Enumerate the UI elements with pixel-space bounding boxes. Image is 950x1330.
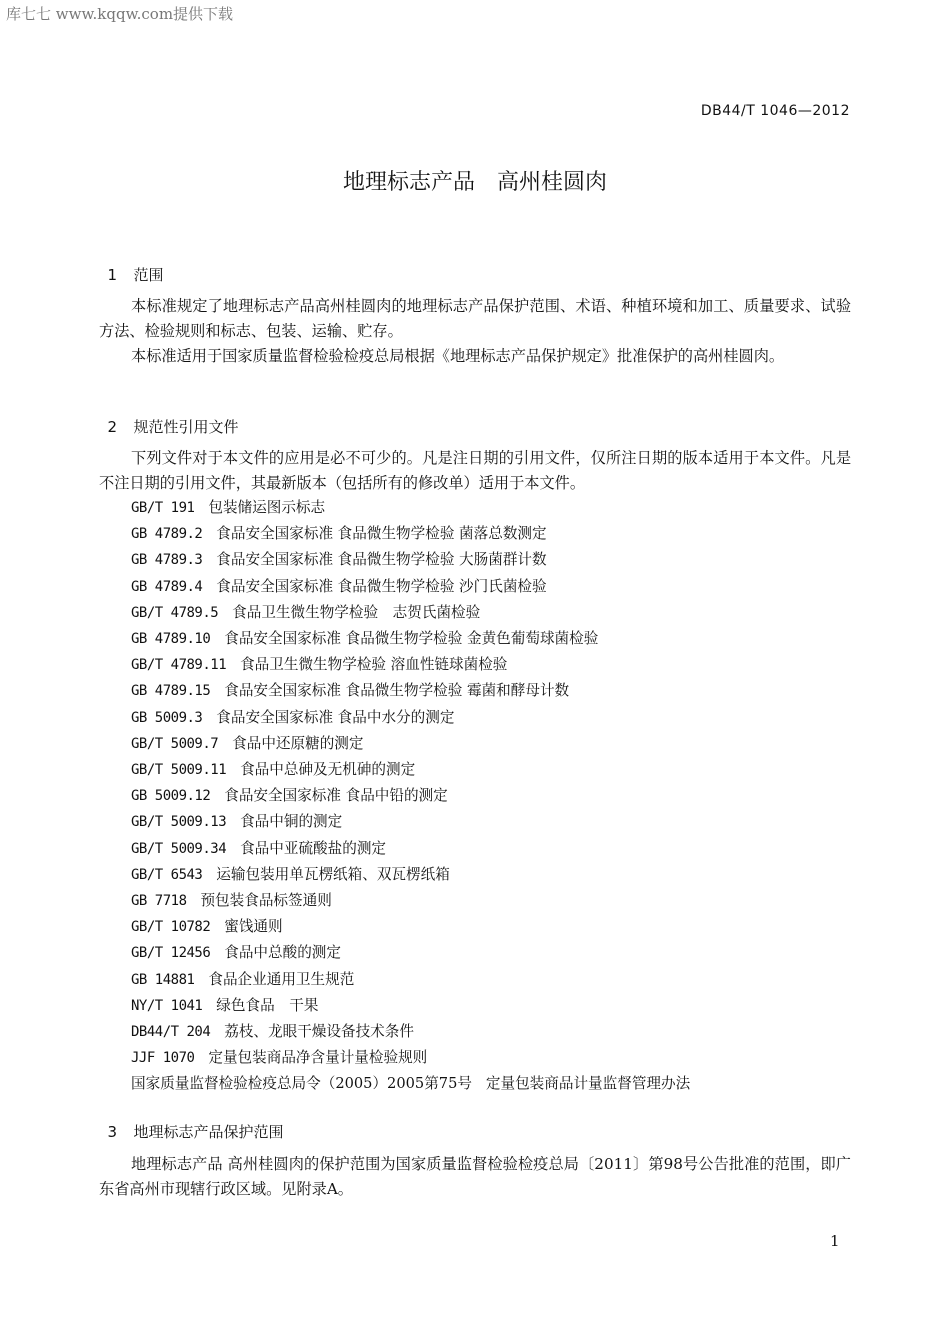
reference-code: GB 14881 xyxy=(131,971,195,988)
reference-code: GB/T 12456 xyxy=(131,945,211,962)
reference-item xyxy=(131,1071,690,1096)
reference-item xyxy=(131,678,690,704)
reference-code: GB/T 5009.34 xyxy=(131,840,227,857)
reference-code: JJF 1070 xyxy=(131,1050,195,1067)
reference-code: GB/T 5009.7 xyxy=(131,735,219,752)
section-title: 地理标志产品保护范围 xyxy=(133,1123,284,1141)
reference-title: 定量包装商品净含量计量检验规则 xyxy=(208,1049,428,1067)
reference-item xyxy=(131,836,690,862)
reference-item xyxy=(131,888,690,914)
reference-title: 食品卫生微生物学检验 溶血性链球菌检验 xyxy=(240,656,508,674)
reference-code: GB/T 10782 xyxy=(131,919,211,936)
section-number: 2 xyxy=(107,418,118,436)
reference-title: 食品中铜的测定 xyxy=(240,813,343,831)
reference-item xyxy=(131,993,690,1019)
reference-code: GB/T 5009.13 xyxy=(131,814,227,831)
reference-code: GB 7718 xyxy=(131,893,187,910)
section-number: 1 xyxy=(107,266,118,284)
reference-code: GB 4789.4 xyxy=(131,578,203,595)
reference-item xyxy=(131,1019,690,1045)
reference-code: GB/T 191 xyxy=(131,500,195,516)
reference-code: GB/T 4789.5 xyxy=(131,604,219,621)
reference-title: 食品中总酸的测定 xyxy=(224,944,341,962)
reference-item xyxy=(131,521,690,547)
reference-item xyxy=(131,547,690,573)
reference-title: 蜜饯通则 xyxy=(224,918,283,936)
reference-title: 食品安全国家标准 食品微生物学检验 霉菌和酵母计数 xyxy=(224,682,570,700)
reference-title: 荔枝、龙眼干燥设备技术条件 xyxy=(224,1023,414,1041)
document-title: 地理标志产品 高州桂圆肉 xyxy=(342,170,607,195)
section-title: 规范性引用文件 xyxy=(133,418,239,436)
reference-title: 食品中亚硫酸盐的测定 xyxy=(240,839,387,857)
reference-item xyxy=(131,626,690,652)
reference-title: 包装储运图示标志 xyxy=(208,499,326,516)
reference-item xyxy=(131,705,690,731)
reference-title: 食品安全国家标准 食品中铅的测定 xyxy=(224,787,448,805)
reference-item xyxy=(131,914,690,940)
reference-title: 食品企业通用卫生规范 xyxy=(208,970,355,988)
section-1-paragraph-2: 本标准适用于国家质量监督检验检疫总局根据《地理标志产品保护规定》批准保护的高州桂圆肉。 xyxy=(131,347,785,365)
watermark: 库七七 www.kqqw.com提供下载 xyxy=(6,5,234,23)
reference-title: 食品安全国家标准 食品微生物学检验 大肠菌群计数 xyxy=(216,551,547,569)
reference-code: GB/T 4789.11 xyxy=(131,657,227,674)
reference-item xyxy=(131,495,690,521)
reference-title: 运输包装用单瓦楞纸箱、双瓦楞纸箱 xyxy=(216,865,450,883)
section-3-heading xyxy=(98,1103,284,1142)
reference-code: GB/T 5009.11 xyxy=(131,762,227,779)
reference-item xyxy=(131,967,690,993)
reference-item xyxy=(131,574,690,600)
reference-title: 预包装食品标签通则 xyxy=(200,892,332,910)
reference-code: DB44/T 204 xyxy=(131,1024,211,1041)
reference-item xyxy=(131,652,690,678)
reference-title: 食品卫生微生物学检验 志贺氏菌检验 xyxy=(232,603,481,621)
section-number: 3 xyxy=(107,1123,118,1141)
reference-code: NY/T 1041 xyxy=(131,997,203,1014)
reference-title: 食品安全国家标准 食品中水分的测定 xyxy=(216,708,455,726)
section-title: 范围 xyxy=(133,266,164,284)
reference-item xyxy=(131,783,690,809)
reference-item xyxy=(131,940,690,966)
reference-title: 定量包装商品计量监督管理办法 xyxy=(485,1075,691,1093)
reference-item xyxy=(131,731,690,757)
page-number: 1 xyxy=(830,1232,840,1250)
section-2-paragraph-1: 下列文件对于本文件的应用是必不可少的。凡是注日期的引用文件，仅所注日期的版本适用于本文件。凡是不注日期的引用文件，其最新版本（包括所有的修改单）适用于本文件。 xyxy=(99,449,851,492)
section-1-paragraph-1: 本标准规定了地理标志产品高州桂圆肉的地理标志产品保护范围、术语、种植环境和加工、质量要求、试验方法、检验规则和标志、包装、运输、贮存。 xyxy=(99,297,851,340)
normative-references-list xyxy=(131,495,690,1097)
reference-item xyxy=(131,1045,690,1071)
reference-title: 食品安全国家标准 食品微生物学检验 菌落总数测定 xyxy=(216,525,547,543)
reference-code: GB/T 6543 xyxy=(131,866,203,883)
reference-code: GB 4789.10 xyxy=(131,631,211,648)
reference-code: 国家质量监督检验检疫总局令（2005）2005第75号 xyxy=(131,1075,472,1093)
reference-code: GB 4789.2 xyxy=(131,526,203,543)
document-code: DB44/T 1046—2012 xyxy=(700,103,850,119)
reference-title: 食品安全国家标准 食品微生物学检验 沙门氏菌检验 xyxy=(216,577,547,595)
reference-item xyxy=(131,862,690,888)
section-3-paragraph-1: 地理标志产品 高州桂圆肉的保护范围为国家质量监督检验检疫总局〔2011〕第98号公告批准的范围，即广东省高州市现辖行政区域。见附录A。 xyxy=(99,1155,851,1198)
reference-item xyxy=(131,809,690,835)
reference-item xyxy=(131,757,690,783)
reference-title: 食品中总砷及无机砷的测定 xyxy=(240,761,416,779)
reference-title: 绿色食品 干果 xyxy=(216,996,319,1014)
reference-code: GB 5009.12 xyxy=(131,788,211,805)
reference-title: 食品中还原糖的测定 xyxy=(232,734,364,752)
section-1-heading xyxy=(98,246,164,285)
reference-code: GB 5009.3 xyxy=(131,709,203,726)
reference-code: GB 4789.3 xyxy=(131,552,203,569)
reference-code: GB 4789.15 xyxy=(131,683,211,700)
reference-item xyxy=(131,600,690,626)
section-2-heading xyxy=(98,398,239,437)
reference-title: 食品安全国家标准 食品微生物学检验 金黄色葡萄球菌检验 xyxy=(224,630,599,648)
